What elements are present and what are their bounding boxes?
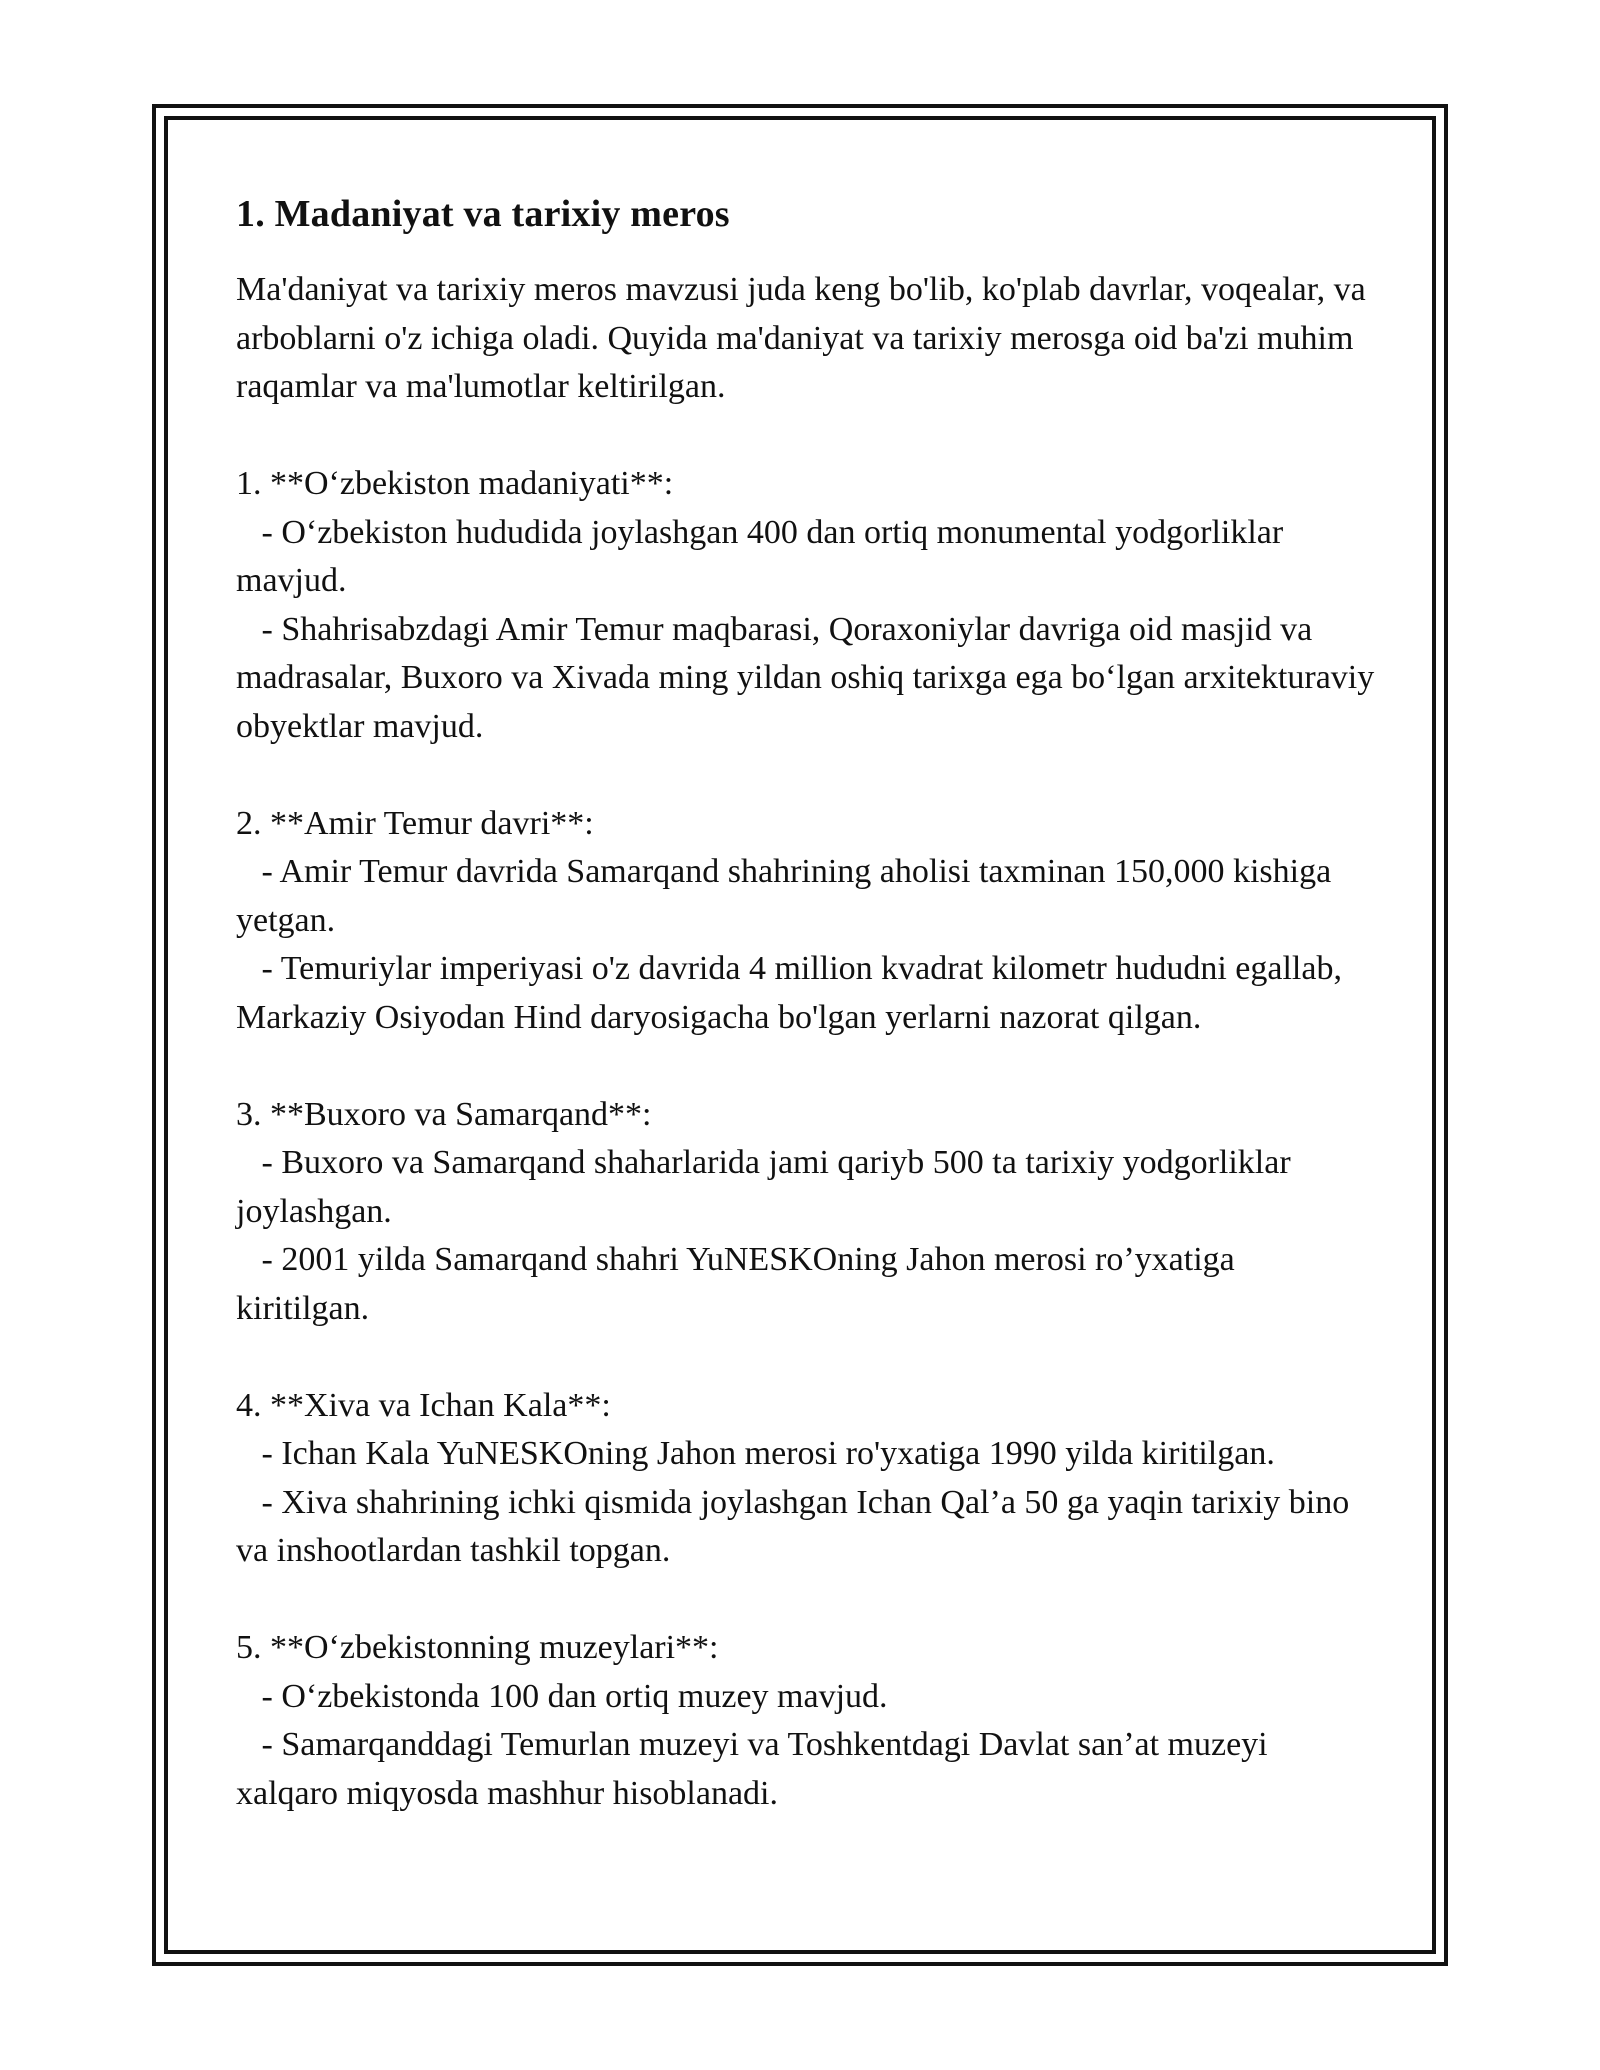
section-title: 1. **O‘zbekiston madaniyati**:: [236, 465, 674, 502]
section-uzbekistan-culture: [236, 460, 1383, 751]
section-title: 2. **Amir Temur davri**:: [236, 804, 594, 842]
list-item: - Ichan Kala YuNESKOning Jahon merosi ro'yxatiga 1990 yilda kiritilgan.: [236, 1435, 1275, 1472]
list-item: - Temuriylar imperiyasi o'z davrida 4 million kvadrat kilometr hududni egallab, Markaziy Osiyodan Hind daryosigacha bo'lgan yerlarni nazorat qilgan.: [236, 950, 1351, 1036]
page-title: 1. Madaniyat va tarixiy meros: [236, 193, 730, 235]
list-item: - Samarqanddagi Temurlan muzeyi va Toshkentdagi Davlat san’at muzeyi xalqaro miqyosda mashhur hisoblanadi.: [236, 1726, 1277, 1812]
document-body: [236, 190, 1383, 1867]
list-item: - Xiva shahrining ichki qismida joylashgan Ichan Qal’a 50 ga yaqin tarixiy bino va inshootlardan tashkil topgan.: [236, 1483, 1358, 1569]
list-item: - O‘zbekiston hududida joylashgan 400 dan ortiq monumental yodgorliklar mavjud.: [236, 513, 1292, 599]
list-item: - Buxoro va Samarqand shaharlarida jami qariyb 500 ta tarixiy yodgorliklar joylashgan.: [236, 1144, 1300, 1230]
list-item: - Shahrisabzdagi Amir Temur maqbarasi, Qoraxoniylar davriga oid masjid va madrasalar, Buxoro va Xivada ming yildan oshiq tarixga ega bo‘lgan arxitekturaviy obyektlar mavjud.: [236, 610, 1383, 745]
section-title: 3. **Buxoro va Samarqand**:: [236, 1095, 652, 1133]
list-item: - O‘zbekistonda 100 dan ortiq muzey mavjud.: [236, 1677, 888, 1715]
section-title: 5. **O‘zbekistonning muzeylari**:: [236, 1629, 719, 1666]
list-item: - 2001 yilda Samarqand shahri YuNESKOning Jahon merosi ro’yxatiga kiritilgan.: [236, 1241, 1244, 1327]
section-museums: [236, 1624, 1376, 1818]
list-item: - Amir Temur davrida Samarqand shahrining aholisi taxminan 150,000 kishiga yetgan.: [236, 853, 1340, 939]
section-amir-temur: [236, 800, 1376, 1043]
intro-paragraph: Ma'daniyat va tarixiy meros mavzusi juda keng bo'lib, ko'plab davrlar, voqealar, va arboblarni o'z ichiga oladi. Quyida ma'daniyat va tarixiy merosga oid ba'zi muhim raqamlar va ma'lumotlar keltirilgan.: [236, 271, 1366, 405]
section-bukhara-samarkand: [236, 1091, 1376, 1334]
section-title: 4. **Xiva va Ichan Kala**:: [236, 1386, 611, 1424]
section-khiva-ichan-kala: [236, 1382, 1376, 1576]
